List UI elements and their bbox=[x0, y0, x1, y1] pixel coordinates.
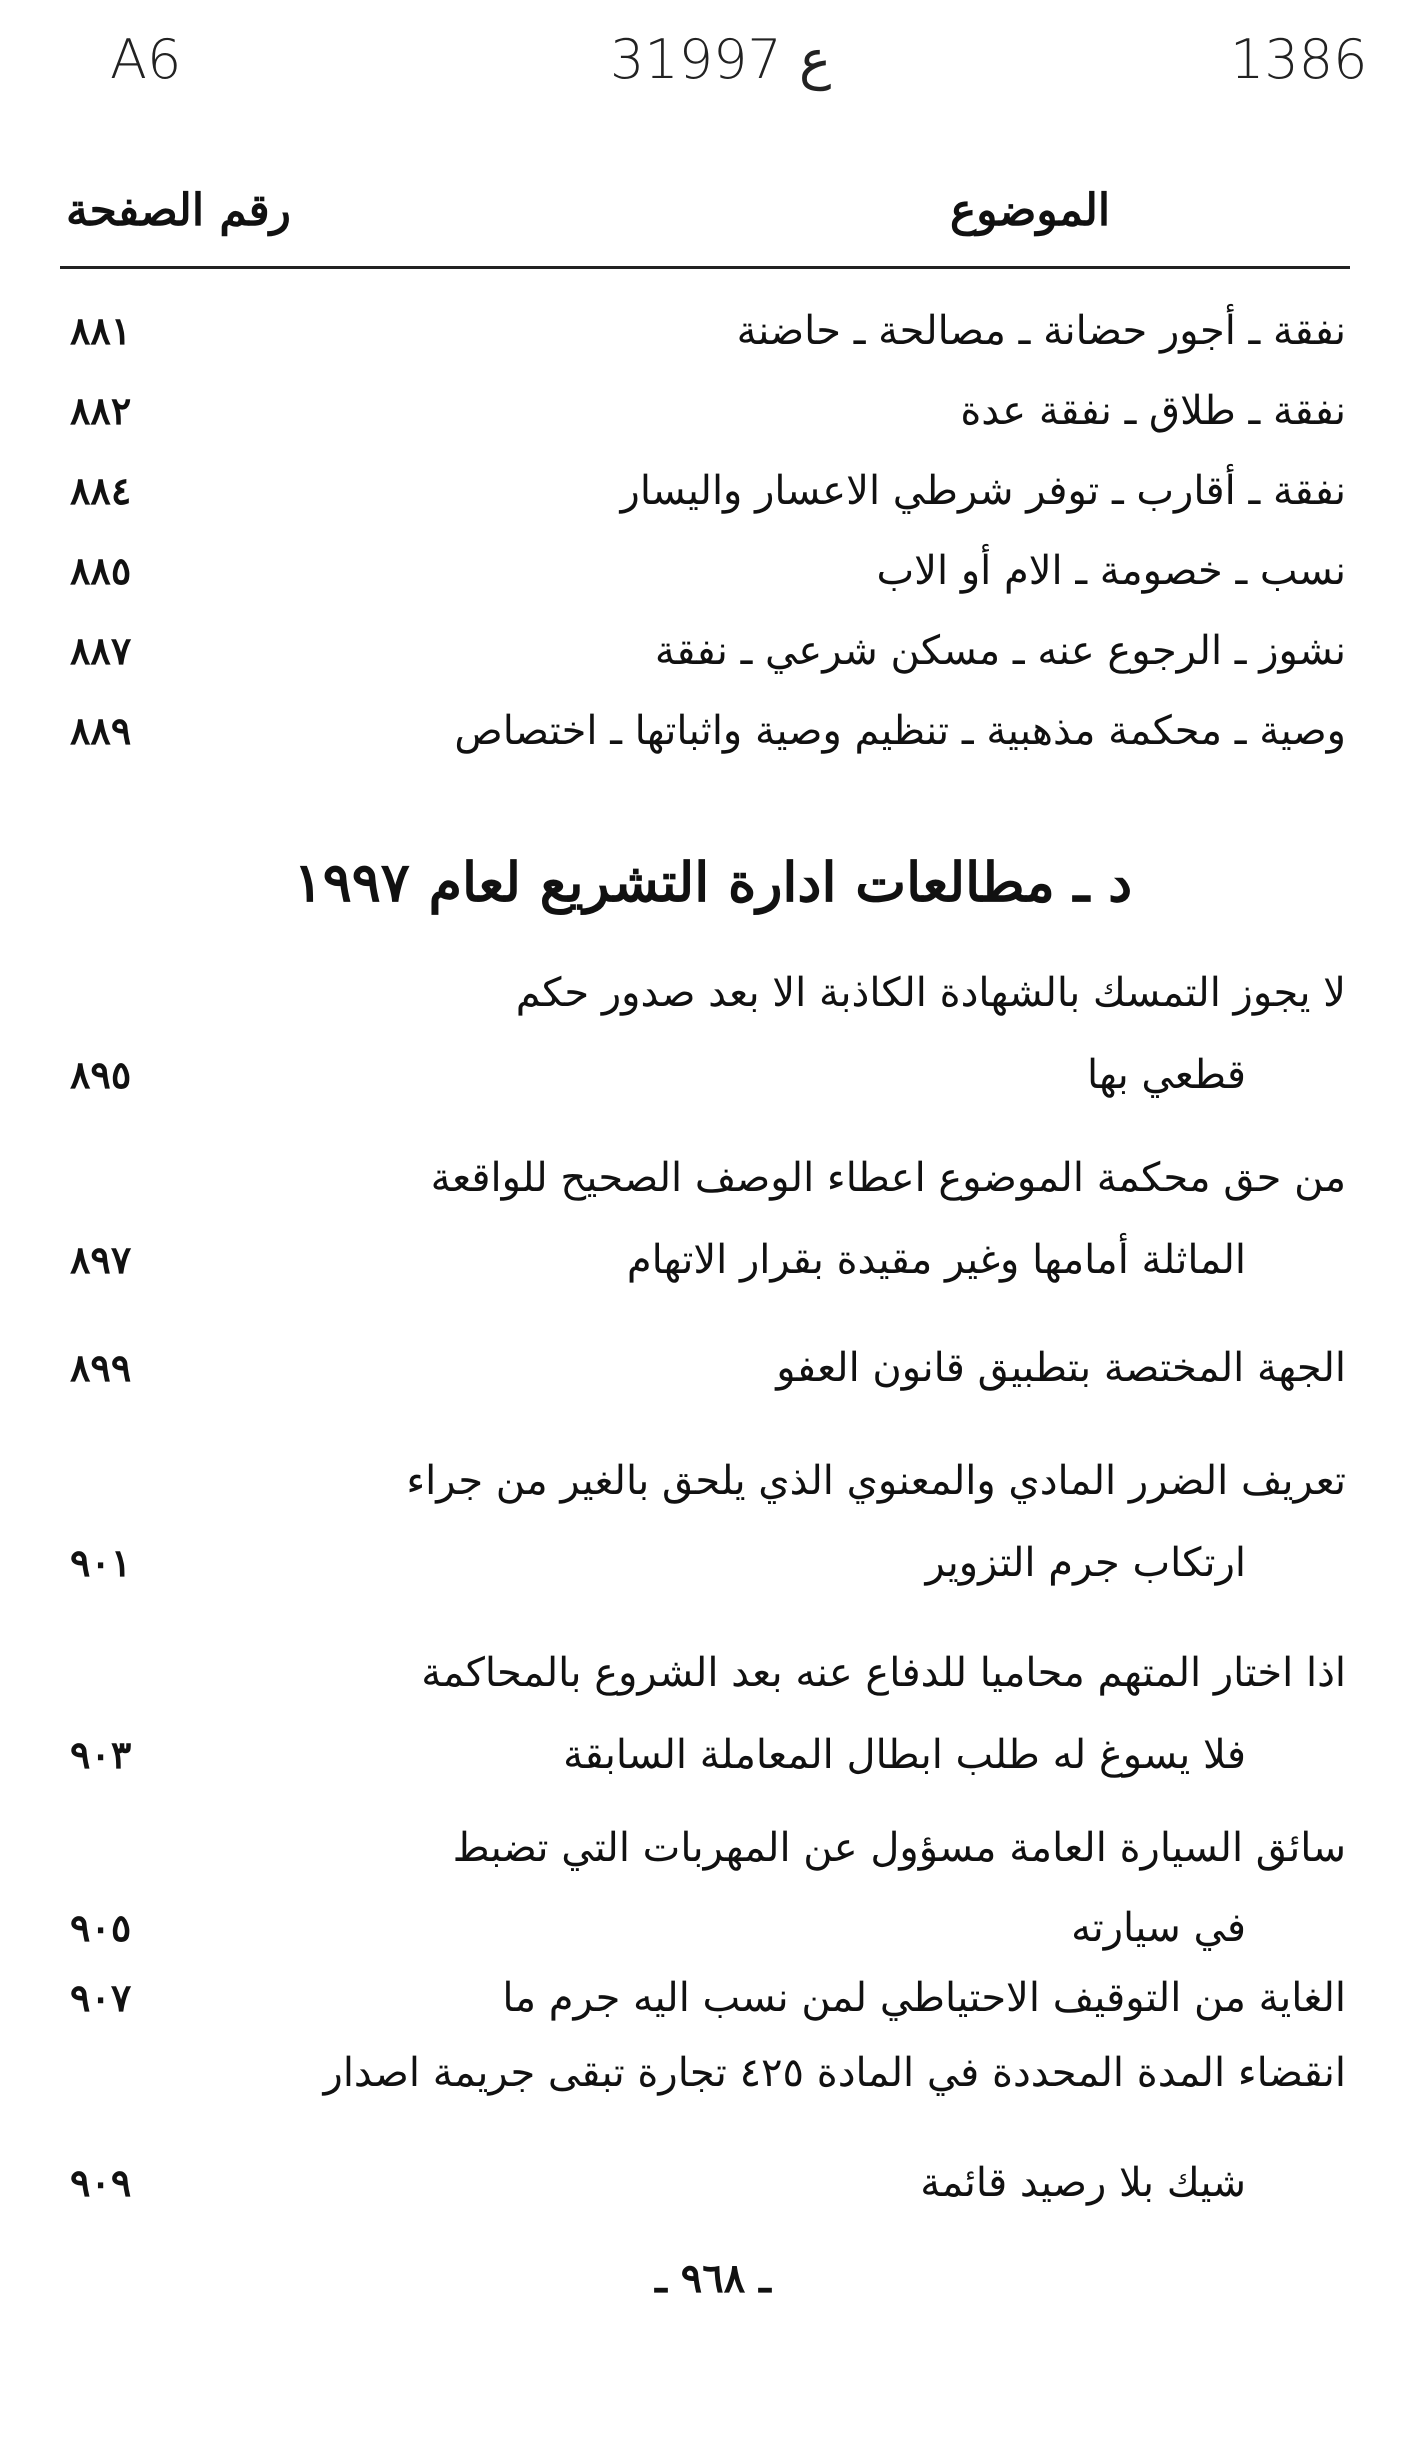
item-line-1: تعريف الضرر المادي والمعنوي الذي يلحق بالغير من جراء bbox=[406, 1458, 1346, 1504]
page-number-column-header: رقم الصفحة bbox=[66, 185, 291, 236]
item-line-1: سائق السيارة العامة مسؤول عن المهربات التي تضبط bbox=[452, 1825, 1346, 1871]
section-item bbox=[0, 1825, 1426, 1975]
section-item bbox=[0, 1640, 1426, 1825]
entry-page: ٨٨٢ bbox=[70, 388, 132, 433]
item-page: ٨٩٥ bbox=[70, 1052, 132, 1097]
index-entries bbox=[0, 300, 1426, 780]
item-line-2: في سيارته bbox=[1071, 1905, 1246, 1951]
section-item bbox=[0, 1975, 1426, 2050]
item-line-1: الغاية من التوقيف الاحتياطي لمن نسب اليه جرم ما bbox=[502, 1975, 1346, 2021]
item-line-2: قطعي بها bbox=[1086, 1052, 1246, 1098]
item-page: ٨٩٩ bbox=[70, 1345, 132, 1390]
entry-page: ٨٨٧ bbox=[70, 628, 132, 673]
item-page: ٩٠١ bbox=[70, 1540, 132, 1585]
item-page: ٩٠٣ bbox=[70, 1732, 132, 1777]
handwritten-note-left: A6 bbox=[110, 28, 182, 91]
item-line-2: ارتكاب جرم التزوير bbox=[925, 1540, 1246, 1586]
item-line-2: الماثلة أمامها وغير مقيدة بقرار الاتهام bbox=[626, 1237, 1246, 1283]
item-page: ٨٩٧ bbox=[70, 1237, 132, 1282]
item-page: ٩٠٧ bbox=[70, 1975, 132, 2020]
index-entry bbox=[0, 700, 1426, 780]
entry-page: ٨٨٥ bbox=[70, 548, 132, 593]
item-line-1: انقضاء المدة المحددة في المادة ٤٢٥ تجارة تبقى جريمة اصدار bbox=[323, 2050, 1346, 2096]
item-page: ٩٠٥ bbox=[70, 1905, 132, 1950]
index-entry bbox=[0, 460, 1426, 540]
item-line-1: اذا اختار المتهم محاميا للدفاع عنه بعد الشروع بالمحاكمة bbox=[421, 1650, 1346, 1696]
index-entry bbox=[0, 620, 1426, 700]
entry-title: نفقة ـ أقارب ـ توفر شرطي الاعسار واليسار bbox=[620, 468, 1346, 514]
section-item bbox=[0, 2050, 1426, 2240]
item-line-2: فلا يسوغ له طلب ابطال المعاملة السابقة bbox=[563, 1732, 1246, 1778]
section-item bbox=[0, 1440, 1426, 1640]
item-line-1: الجهة المختصة بتطبيق قانون العفو bbox=[776, 1345, 1346, 1391]
index-entry bbox=[0, 380, 1426, 460]
handwritten-note-middle: 3ع 1997 bbox=[610, 28, 832, 91]
section-heading: د ـ مطالعات ادارة التشريع لعام ١٩٩٧ bbox=[293, 850, 1133, 914]
section-items bbox=[0, 960, 1426, 2240]
section-item bbox=[0, 1145, 1426, 1335]
entry-title: نشوز ـ الرجوع عنه ـ مسكن شرعي ـ نفقة bbox=[654, 628, 1346, 674]
item-line-2: شيك بلا رصيد قائمة bbox=[920, 2160, 1246, 2206]
entry-title: نفقة ـ أجور حضانة ـ مصالحة ـ حاضنة bbox=[736, 308, 1346, 354]
entry-title: وصية ـ محكمة مذهبية ـ تنظيم وصية واثباتها ـ اختصاص bbox=[454, 708, 1346, 754]
page-footer-number: ـ ٩٦٨ ـ bbox=[655, 2255, 771, 2302]
index-entry bbox=[0, 300, 1426, 380]
section-item bbox=[0, 960, 1426, 1145]
entry-page: ٨٨٤ bbox=[70, 468, 132, 513]
item-page: ٩٠٩ bbox=[70, 2160, 132, 2205]
handwritten-note-right: 1386 bbox=[1230, 28, 1368, 91]
entry-page: ٨٨٩ bbox=[70, 708, 132, 753]
header-divider bbox=[60, 266, 1350, 269]
entry-title: نفقة ـ طلاق ـ نفقة عدة bbox=[960, 388, 1346, 434]
section-item bbox=[0, 1335, 1426, 1440]
entry-title: نسب ـ خصومة ـ الام أو الاب bbox=[876, 548, 1346, 594]
item-line-1: لا يجوز التمسك بالشهادة الكاذبة الا بعد صدور حكم bbox=[515, 970, 1346, 1016]
entry-page: ٨٨١ bbox=[70, 308, 132, 353]
item-line-1: من حق محكمة الموضوع اعطاء الوصف الصحيح للواقعة bbox=[430, 1155, 1346, 1201]
index-entry bbox=[0, 540, 1426, 620]
subject-column-header: الموضوع bbox=[950, 185, 1111, 236]
